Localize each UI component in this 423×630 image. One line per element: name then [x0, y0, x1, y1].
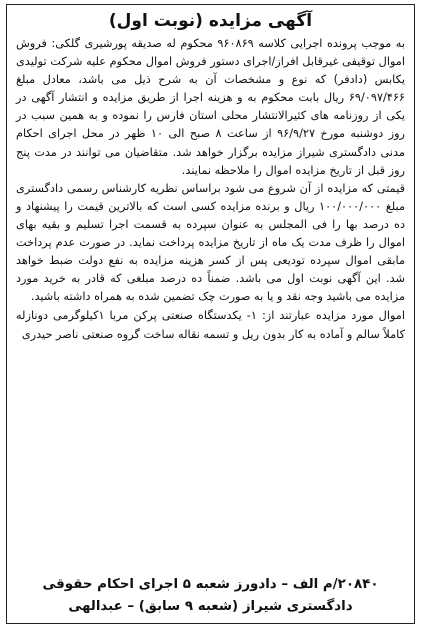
auction-notice — [6, 4, 415, 624]
auction-items: اموال مورد مزایده عبارتند از: ۱- یکدستگاه صنعتی پرکن مربا ۱کیلوگرمی دونازله کاملاً سالم و آماده به کار بدون ریل و تسمه نقاله ساخت گروه صنعتی ناصر حیدری — [16, 309, 406, 341]
footer-reference-line: ۲۰۸۴۰/م الف – دادورز شعبه ۵ اجرای احکام حقوقی — [42, 577, 379, 592]
footer-signature-line: دادگستری شیراز (شعبه ۹ سابق) – عبدالهی — [68, 599, 353, 614]
notice-paragraph-1: به موجب پرونده اجرایی کلاسه ۹۶۰۸۶۹ محکوم له صدیقه پورشیری گلکی: فروش اموال توقیفی غیرقابل افراز/اجرای دستور فروش اموال محکوم علیه شرکت تولیدی یکابس (دادفر) که نوع و مشخصات آن به شرح ذیل می باشد، معادل مبلغ ۶۹/۰۹۷/۴۶۶ ریال بابت محکوم به و هزینه اجرا از طریق مزایده و انتشار آگهی در یکی از روزنامه های کثیرالانتشار محلی استان فارس را نموده و به همین سبب در روز دوشنبه مورخ ۹۶/۹/۲۷ از ساعت ۸ صبح الی ۱۰ ظهر در محل اجرای احکام مدنی دادگستری شیراز مزایده برگزار خواهد شد. متقاضیان می توانند در مدت پنج روز قبل از تاریخ مزایده اموال را ملاحظه نمایند. — [16, 37, 405, 177]
notice-title: آگهی مزایده (نوبت اول) — [108, 11, 313, 31]
notice-footer — [7, 574, 414, 618]
notice-body — [16, 35, 405, 306]
notice-paragraph-2: قیمتی که مزایده از آن شروع می شود براساس نظریه کارشناس رسمی دادگستری مبلغ ۱۰۰/۰۰۰/۰۰۰ ریال و برنده مزایده کسی است که بالاترین قیمت را پیشنهاد و ده درصد بها را فی المجلس به عنوان سپرده به قسمت اجرا تسلیم و بقیه بهای اموال را ظرف مدت یک ماه از تاریخ مزایده پرداخت نماید. در صورت عدم پرداخت مابقی اموال سپرده تودیعی پس از کسر هزینه مزایده به نفع دولت ضبط خواهد شد. این آگهی نوبت اول می باشد. ضمناً ده درصد مبلغی که قادر به خرید مورد مزایده می باشید وجه نقد و یا به صورت چک تضمین شده به همراه داشته باشید. — [16, 181, 405, 304]
